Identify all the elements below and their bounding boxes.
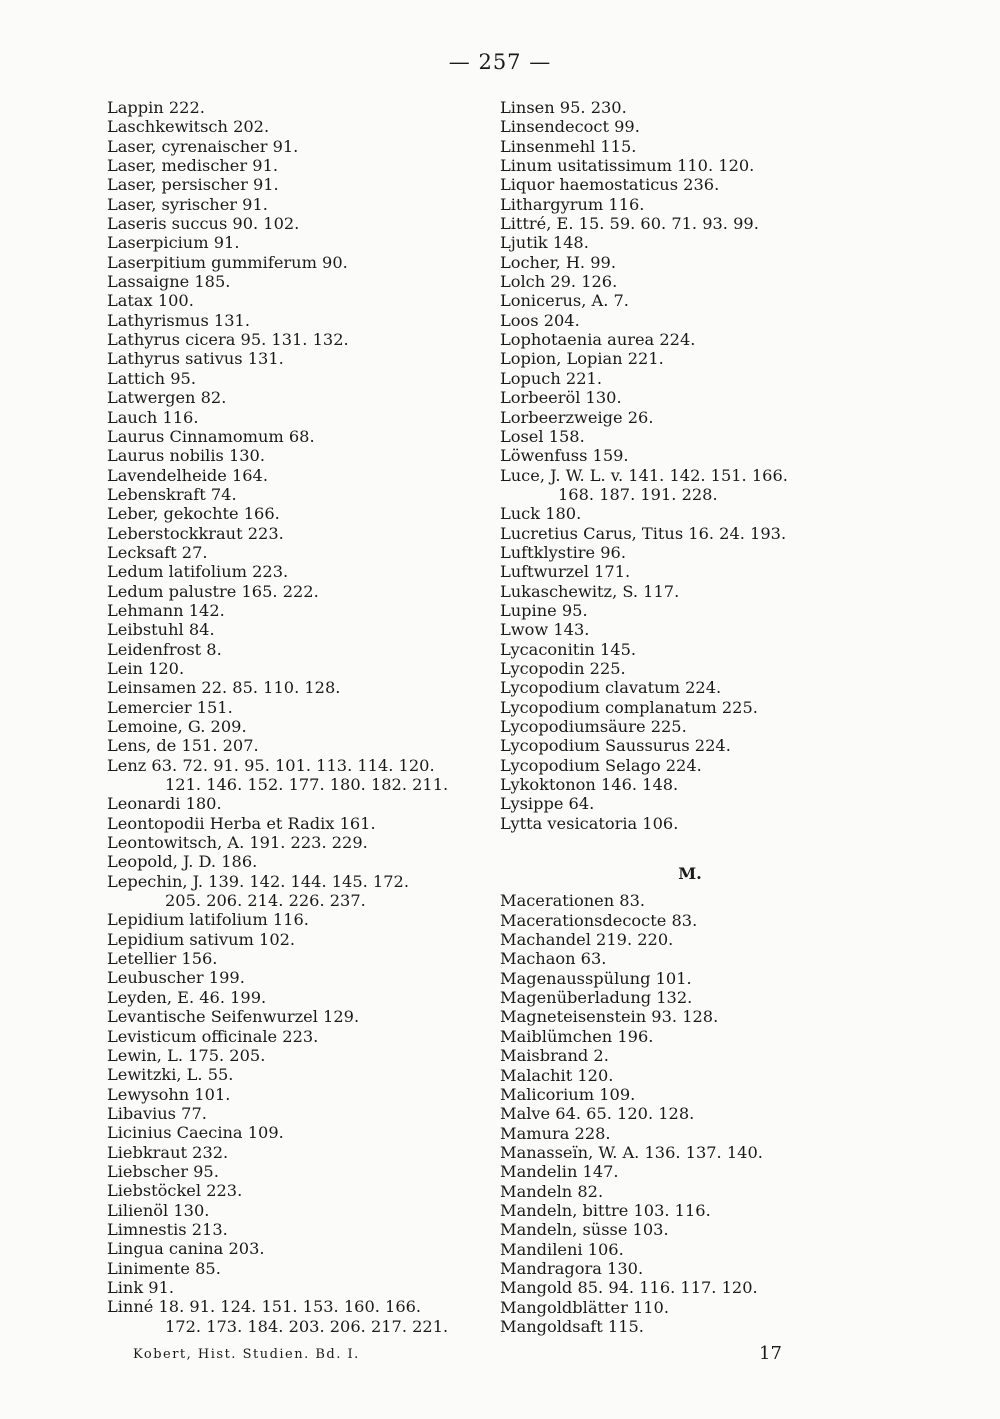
index-entry: Licinius Caecina 109.	[107, 1123, 284, 1143]
index-entry: Libavius 77.	[107, 1103, 207, 1123]
index-entry: Laseris succus 90. 102.	[107, 214, 300, 234]
index-entry: Lopion, Lopian 221.	[500, 349, 664, 369]
index-entry: Laserpicium 91.	[107, 233, 240, 253]
index-entry: Lehmann 142.	[107, 600, 225, 620]
index-entry: Lassaigne 185.	[107, 272, 231, 292]
index-entry: Mandileni 106.	[500, 1239, 624, 1259]
index-entry: Mangoldsaft 115.	[500, 1316, 644, 1336]
index-entry: Manasseïn, W. A. 136. 137. 140.	[500, 1142, 763, 1162]
index-entry: Leber, gekochte 166.	[107, 504, 280, 524]
index-entry: Leinsamen 22. 85. 110. 128.	[107, 678, 341, 698]
footer-sheet-number: 17	[759, 1343, 782, 1364]
index-entry-continuation: 205. 206. 214. 226. 237.	[165, 891, 366, 911]
index-entry: Leidenfrost 8.	[107, 639, 222, 659]
index-entry: Mangold 85. 94. 116. 117. 120.	[500, 1278, 758, 1298]
index-entry: Littré, E. 15. 59. 60. 71. 93. 99.	[500, 214, 759, 234]
index-entry: Latax 100.	[107, 291, 194, 311]
index-entry: Luce, J. W. L. v. 141. 142. 151. 166.	[500, 465, 788, 485]
index-entry: Maiblümchen 196.	[500, 1026, 654, 1046]
index-entry: Mandragora 130.	[500, 1258, 644, 1278]
index-entry: Lattich 95.	[107, 368, 196, 388]
index-entry: Mamura 228.	[500, 1123, 611, 1143]
index-entry: Linsen 95. 230.	[500, 98, 627, 117]
index-entry: Leibstuhl 84.	[107, 620, 215, 640]
index-entry: Machaon 63.	[500, 949, 607, 969]
index-entry: Liebkraut 232.	[107, 1142, 229, 1162]
index-entry: Laserpitium gummiferum 90.	[107, 252, 348, 272]
index-entry: Malachit 120.	[500, 1065, 614, 1085]
index-entry-continuation: 168. 187. 191. 228.	[558, 484, 718, 504]
index-entry: Leontowitsch, A. 191. 223. 229.	[107, 833, 368, 853]
footer-signature: Kobert, Hist. Studien. Bd. I.	[133, 1347, 360, 1362]
index-entry: Lytta vesicatoria 106.	[500, 813, 679, 833]
index-column-right	[500, 98, 885, 1336]
index-entry: Linum usitatissimum 110. 120.	[500, 156, 755, 176]
index-entry-continuation: 121. 146. 152. 177. 180. 182. 211.	[165, 775, 449, 795]
index-entry: Lemoine, G. 209.	[107, 717, 247, 736]
index-entry: Laschkewitsch 202.	[107, 117, 270, 137]
index-entry: Lepidium latifolium 116.	[107, 910, 309, 930]
index-entry: Laser, medischer 91.	[107, 156, 279, 176]
index-entry: Magenausspülung 101.	[500, 968, 692, 988]
index-entry: Laser, persischer 91.	[107, 175, 279, 195]
index-entry: Malve 64. 65. 120. 128.	[500, 1104, 695, 1124]
index-entry: Machandel 219. 220.	[500, 930, 674, 950]
index-entry: Ledum palustre 165. 222.	[107, 581, 319, 601]
index-entry: Lopuch 221.	[500, 368, 602, 388]
index-entry: Latwergen 82.	[107, 388, 227, 408]
section-heading-m: M.	[678, 864, 702, 884]
index-entry: Lenz 63. 72. 91. 95. 101. 113. 114. 120.	[107, 755, 435, 775]
index-entry: Luftwurzel 171.	[500, 562, 631, 582]
index-entry: Linimente 85.	[107, 1258, 221, 1278]
index-entry: Linsenmehl 115.	[500, 136, 637, 156]
index-entry: Lupine 95.	[500, 600, 588, 620]
index-entry: Leopold, J. D. 186.	[107, 852, 258, 872]
index-entry: Mandeln 82.	[500, 1181, 604, 1201]
index-entry: Malicorium 109.	[500, 1084, 636, 1104]
index-entry: Lauch 116.	[107, 407, 199, 427]
index-entry: Lepechin, J. 139. 142. 144. 145. 172.	[107, 871, 409, 891]
page-number: — 257 —	[448, 50, 552, 74]
index-entry: Luck 180.	[500, 504, 582, 524]
index-entry: Lycopodium Selago 224.	[500, 755, 702, 775]
index-entry: Laurus Cinnamomum 68.	[107, 426, 315, 446]
index-entry: Lycopodium clavatum 224.	[500, 678, 722, 698]
index-entry: Lecksaft 27.	[107, 542, 208, 562]
index-entry: Lilienöl 130.	[107, 1200, 210, 1220]
index-entry: Levantische Seifenwurzel 129.	[107, 1007, 360, 1027]
index-entry: Lingua canina 203.	[107, 1239, 265, 1259]
index-entry: Löwenfuss 159.	[500, 446, 629, 466]
index-entry: Losel 158.	[500, 426, 585, 446]
index-entry: Laurus nobilis 130.	[107, 446, 266, 466]
index-entry: Magneteisenstein 93. 128.	[500, 1007, 719, 1027]
index-entry: Lavendelheide 164.	[107, 465, 268, 485]
index-entry: Lolch 29. 126.	[500, 272, 618, 292]
index-entry: Lycopodiumsäure 225.	[500, 717, 687, 736]
index-section-m	[500, 891, 885, 1336]
index-entry: Lebenskraft 74.	[107, 484, 237, 504]
index-entry: Lykoktonon 146. 148.	[500, 775, 679, 795]
index-entry: Lepidium sativum 102.	[107, 929, 296, 949]
index-entry: Mangoldblätter 110.	[500, 1297, 670, 1317]
index-entry: Lycaconitin 145.	[500, 639, 637, 659]
index-entry: Loos 204.	[500, 310, 580, 330]
index-entry: Lycopodin 225.	[500, 658, 626, 678]
index-entry: Lithargyrum 116.	[500, 194, 645, 214]
index-entry: Lonicerus, A. 7.	[500, 291, 629, 311]
index-entry-continuation: 172. 173. 184. 203. 206. 217. 221.	[165, 1316, 449, 1336]
index-entry: Levisticum officinale 223.	[107, 1026, 319, 1046]
index-entry: Laser, cyrenaischer 91.	[107, 136, 299, 156]
index-entry: Laser, syrischer 91.	[107, 194, 268, 214]
index-entry: Lorbeerzweige 26.	[500, 407, 654, 427]
index-entry: Leberstockkraut 223.	[107, 523, 284, 543]
index-entry: Lens, de 151. 207.	[107, 736, 259, 756]
index-entry: Lathyrismus 131.	[107, 310, 250, 330]
index-entry: Lewitzki, L. 55.	[107, 1065, 234, 1085]
index-entry: Lycopodium Saussurus 224.	[500, 736, 731, 756]
index-entry: Leontopodii Herba et Radix 161.	[107, 813, 376, 833]
index-entry: Lucretius Carus, Titus 16. 24. 193.	[500, 523, 787, 543]
index-entry: Liebscher 95.	[107, 1161, 219, 1181]
index-entry: Lophotaenia aurea 224.	[500, 330, 696, 350]
index-entry: Lein 120.	[107, 658, 185, 678]
index-entry: Mandelin 147.	[500, 1162, 619, 1182]
index-entry: Mandeln, bittre 103. 116.	[500, 1200, 711, 1220]
index-entry: Lemercier 151.	[107, 697, 233, 717]
index-entry: Locher, H. 99.	[500, 252, 616, 272]
index-entry: Liebstöckel 223.	[107, 1181, 243, 1201]
index-entry: Limnestis 213.	[107, 1219, 228, 1239]
index-entry: Maisbrand 2.	[500, 1046, 609, 1066]
index-entry: Lukaschewitz, S. 117.	[500, 581, 680, 601]
index-entry: Lathyrus cicera 95. 131. 132.	[107, 330, 349, 350]
index-entry: Leyden, E. 46. 199.	[107, 987, 267, 1007]
index-entry: Letellier 156.	[107, 949, 218, 969]
index-entry: Liquor haemostaticus 236.	[500, 175, 720, 195]
index-entry: Lwow 143.	[500, 620, 590, 640]
index-entry: Lorbeeröl 130.	[500, 388, 622, 408]
index-entry: Lysippe 64.	[500, 794, 595, 814]
index-entry: Linsendecoct 99.	[500, 117, 640, 137]
index-entry: Leonardi 180.	[107, 794, 222, 814]
index-entry: Luftklystire 96.	[500, 542, 626, 562]
index-column-left	[107, 98, 492, 1336]
index-entry: Ledum latifolium 223.	[107, 562, 289, 582]
index-entry: Macerationsdecocte 83.	[500, 910, 698, 930]
index-entry: Lewin, L. 175. 205.	[107, 1045, 266, 1065]
index-entry: Magenüberladung 132.	[500, 988, 693, 1008]
index-entry: Lathyrus sativus 131.	[107, 349, 284, 369]
index-entry: Ljutik 148.	[500, 233, 589, 253]
index-entry: Leubuscher 199.	[107, 968, 245, 988]
index-entry: Lappin 222.	[107, 98, 205, 117]
index-entry: Lycopodium complanatum 225.	[500, 697, 758, 717]
index-entry: Macerationen 83.	[500, 891, 646, 911]
index-entry: Link 91.	[107, 1277, 175, 1297]
index-entry: Mandeln, süsse 103.	[500, 1220, 669, 1240]
index-entry: Lewysohn 101.	[107, 1084, 231, 1104]
index-section-l	[500, 98, 885, 833]
index-entry: Linné 18. 91. 124. 151. 153. 160. 166.	[107, 1297, 422, 1317]
